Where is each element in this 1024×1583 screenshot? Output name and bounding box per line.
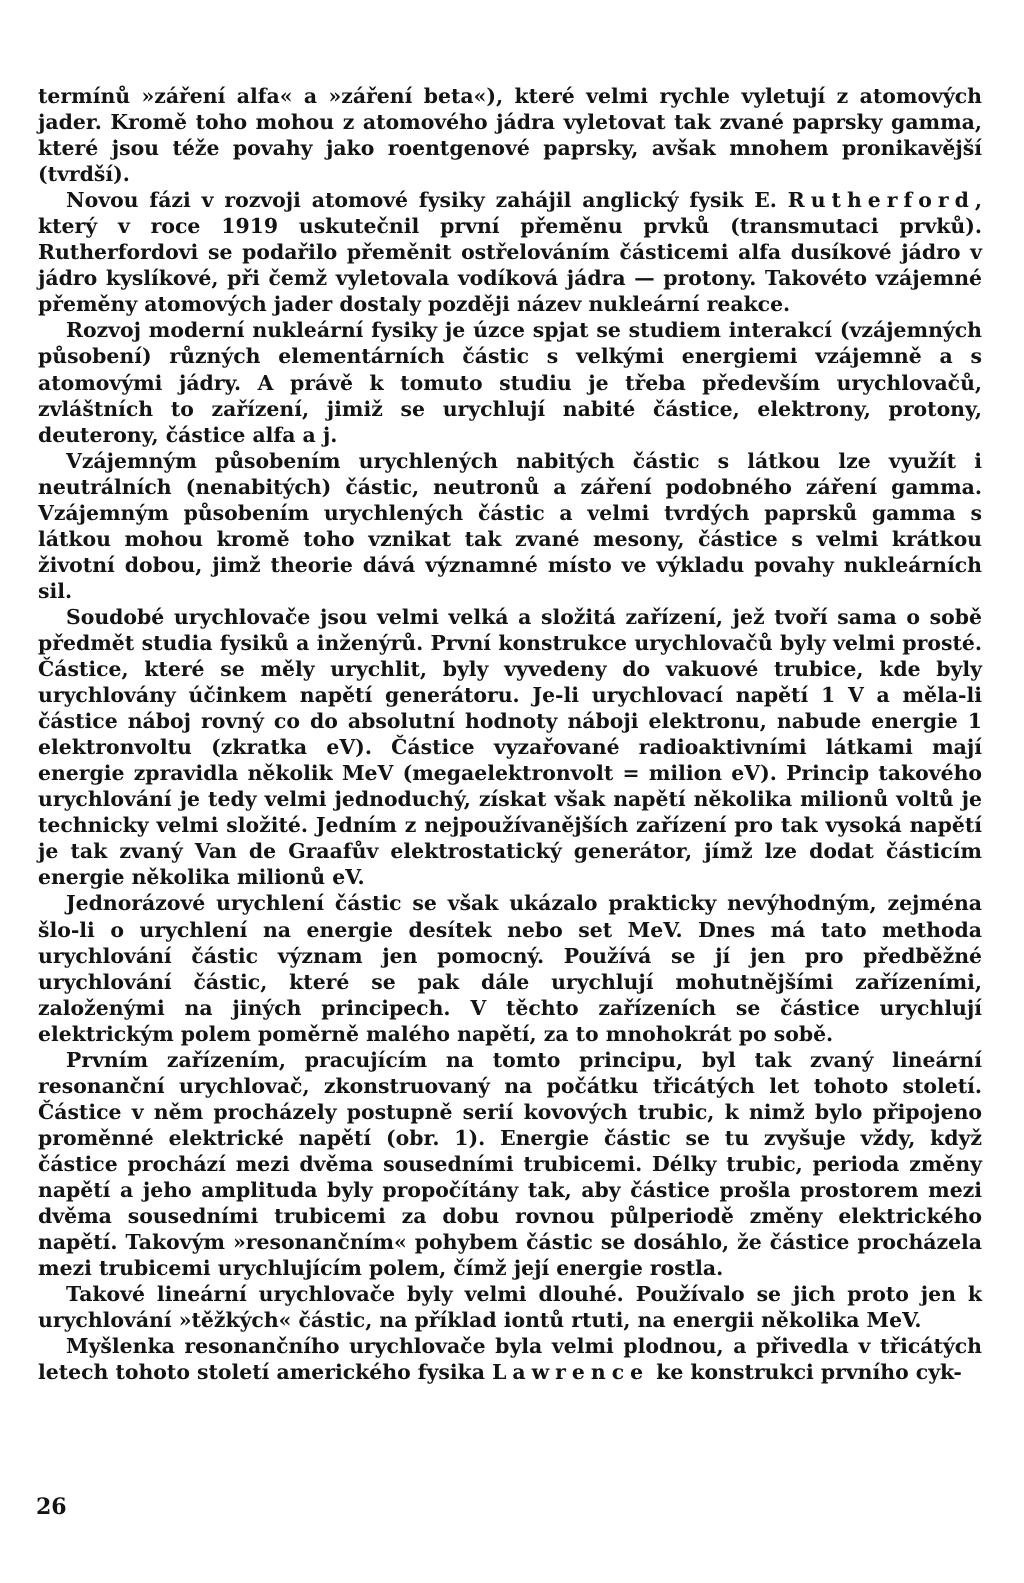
paragraph-2-text-before: Novou fázi v rozvoji atomové fysiky zahájil anglický fysik E. <box>66 188 788 213</box>
name-lawrence: Lawrence <box>492 1360 650 1385</box>
page-text <box>38 83 982 1385</box>
paragraph-1: termínů »záření alfa« a »záření beta«), které velmi rychle vyletují z atomových jader. Kromě toho mohou z atomového jádra vyletovat tak zvané paprsky gamma, které jsou téže povahy jako roentgenové paprsky, avšak mnohem pronikavější (tvrdší). <box>38 84 982 187</box>
paragraph-4: Vzájemným působením urychlených nabitých částic s látkou lze využít i neutrálních (nenabitých) částic, neutronů a záření podobného záření gamma. Vzájemným působením urychlených částic a velmi tvrdých paprsků gamma s látkou mohou kromě toho vznikat tak zvané mesony, částice s velmi krátkou životní dobou, jimž theorie dává významné místo ve výkladu povahy nukleárních sil. <box>38 448 982 603</box>
paragraph-7: Prvním zařízením, pracujícím na tomto principu, byl tak zvaný lineární resonanční urychlovač, zkonstruovaný na počátku třicátých let tohoto století. Částice v něm procházely postupně serií kovových trubic, k nimž bylo připojeno proměnné elektrické napětí (obr. 1). Energie částic se tu zvyšuje vždy, když částice prochází mezi dvěma sousedními trubicemi. Délky trubic, perioda změny napětí a jeho amplituda byly propočítány tak, aby částice prošla prostorem mezi dvěma sousedními trubicemi za dobu rovnou půlperiodě změny elektrického napětí. Takovým »resonančním« pohybem částic se dosáhlo, že částice procházela mezi trubicemi urychlujícím polem, čímž její energie rostla. <box>38 1047 982 1281</box>
paragraph-2 <box>38 187 982 317</box>
paragraph-8: Takové lineární urychlovače byly velmi dlouhé. Používalo se jich proto jen k urychlování »těžkých« částic, na příklad iontů rtuti, na energii několika MeV. <box>38 1282 982 1333</box>
page-number: 26 <box>36 1494 67 1520</box>
paragraph-6: Jednorázové urychlení částic se však ukázalo prakticky nevýhodným, zejména šlo-li o urychlení na energie desítek nebo set MeV. Dnes má tato methoda urychlování částic význam jen pomocný. Používá se jí jen pro předběžné urychlování částic, které se pak dále urychlují mohutnějšími zařízeními, založenými na jiných principech. V těchto zařízeních se částice urychlují elektrickým polem poměrně malého napětí, za to mnohokrát po sobě. <box>38 891 982 1046</box>
paragraph-2-text-after: , který v roce 1919 uskutečnil první přeměnu prvků (transmutaci prvků). Rutherfordovi se podařilo přeměnit ostřelováním částicemi alfa dusíkové jádro v jádro kyslíkové, při čemž vyletovala vodíková jádra — protony. Takovéto vzájemné přeměny atomových jader dostaly později název nukleární reakce. <box>38 188 982 317</box>
paragraph-9-text-before: Myšlenka resonančního urychlovače byla velmi plodnou, a přivedla v třicátých letech tohoto století amerického fysika <box>38 1334 982 1385</box>
name-rutherford: Rutherford <box>787 188 975 213</box>
paragraph-5: Soudobé urychlovače jsou velmi velká a složitá zařízení, jež tvoří sama o sobě předmět studia fysiků a inženýrů. První konstrukce urychlovačů byly velmi prosté. Částice, které se měly urychlit, byly vyvedeny do vakuové trubice, kde byly urychlovány účinkem napětí generátoru. Je-li urychlovací napětí 1 V a měla-li částice náboj rovný co do absolutní hodnoty náboji elektronu, nabude energie 1 elektronvoltu (zkratka eV). Částice vyzařované radioaktivními látkami mají energie zpravidla několik MeV (megaelektronvolt = milion eV). Princip takového urychlování je tedy velmi jednoduchý, získat však napětí několika milionů voltů je technicky velmi složité. Jedním z nejpoužívanějších zařízení pro tak vysoká napětí je tak zvaný Van de Graafův elektrostatický generátor, jímž lze dodat částicím energie několika milionů eV. <box>38 604 982 890</box>
paragraph-9 <box>38 1333 982 1385</box>
paragraph-9-text-after: ke konstrukci prvního cyk- <box>649 1360 962 1385</box>
paragraph-3: Rozvoj moderní nukleární fysiky je úzce spjat se studiem interakcí (vzájemných působení) různých elementárních částic s velkými energiemi vzájemně a s atomovými jádry. A právě k tomuto studiu je třeba především urychlovačů, zvláštních to zařízení, jimiž se urychlují nabité částice, elektrony, protony, deuterony, částice alfa a j. <box>38 318 982 447</box>
